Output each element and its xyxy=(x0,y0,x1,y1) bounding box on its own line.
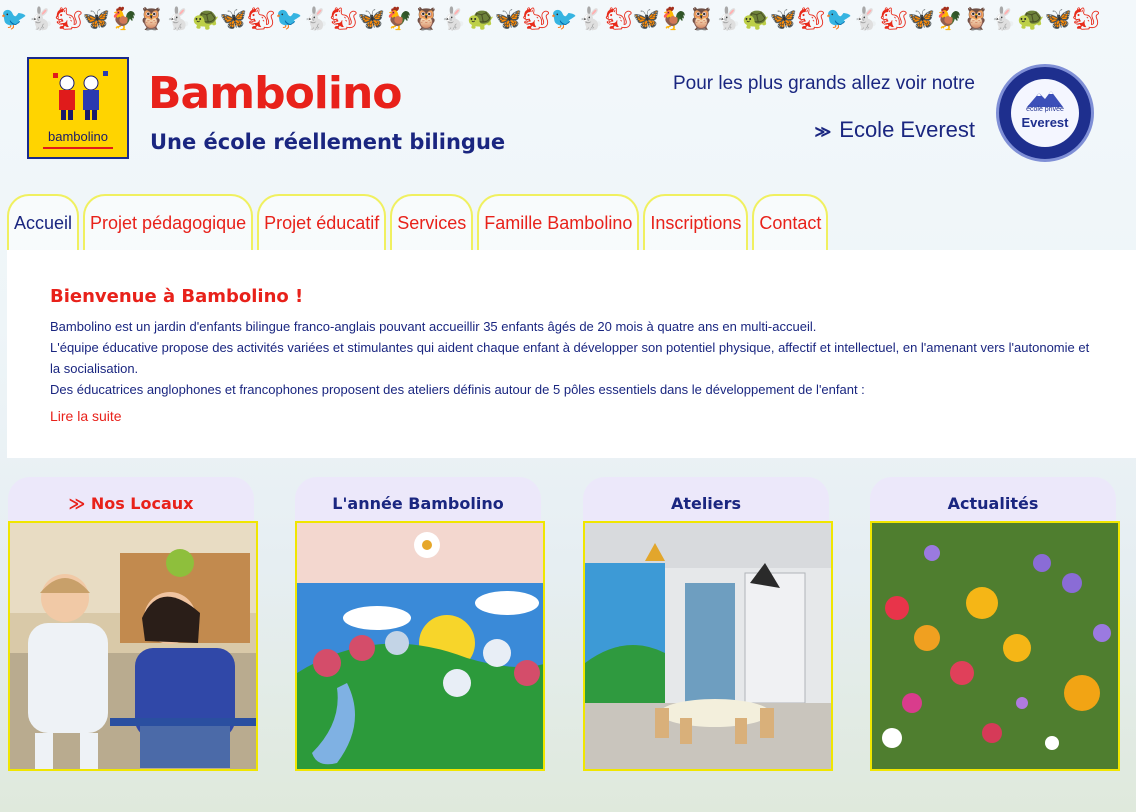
everest-promo-text: Pour les plus grands allez voir notre xyxy=(672,73,975,94)
tab-projet-educatif[interactable]: Projet éducatif xyxy=(257,194,386,250)
welcome-body xyxy=(50,316,1090,400)
card-title-actualites[interactable] xyxy=(870,477,1116,521)
mountain-icon xyxy=(1027,89,1063,107)
card-title-text: Actualités xyxy=(947,494,1039,513)
tab-inscriptions[interactable]: Inscriptions xyxy=(643,194,748,250)
main-nav xyxy=(7,192,828,250)
card-title-text: L'année Bambolino xyxy=(332,494,504,513)
painted-landscape-photo[interactable] xyxy=(295,521,545,771)
card-title-ateliers[interactable] xyxy=(583,477,829,521)
card-ateliers xyxy=(583,477,833,773)
children-photo[interactable] xyxy=(8,521,258,771)
logo-text: bambolino xyxy=(48,129,108,144)
site-title: Bambolino xyxy=(148,68,402,119)
everest-link[interactable] xyxy=(815,117,975,143)
logo-underline xyxy=(43,147,113,149)
animal-ribbon xyxy=(0,6,1136,40)
tab-services[interactable]: Services xyxy=(390,194,473,250)
double-chevron-icon: ≫ xyxy=(814,124,832,141)
everest-logo-sub: école privée xyxy=(1026,106,1064,113)
card-nos-locaux xyxy=(8,477,258,773)
read-more-link[interactable]: Lire la suite xyxy=(50,408,122,424)
kids-logo-icon xyxy=(53,71,109,121)
card-title-annee-bambolino[interactable] xyxy=(295,477,541,521)
card-title-nos-locaux[interactable] xyxy=(8,477,254,521)
card-title-text: Nos Locaux xyxy=(90,494,194,513)
everest-link-label: Ecole Everest xyxy=(839,117,975,142)
everest-logo[interactable] xyxy=(996,64,1094,162)
everest-logo-word: Everest xyxy=(1021,115,1069,130)
card-annee-bambolino xyxy=(295,477,545,773)
welcome-title: Bienvenue à Bambolino ! xyxy=(50,286,304,307)
card-title-text: Ateliers xyxy=(670,494,742,513)
tab-projet-pedagogique[interactable]: Projet pédagogique xyxy=(83,194,253,250)
card-title-prefix: ≫ xyxy=(68,494,91,513)
site-tagline: Une école réellement bilingue xyxy=(150,130,506,154)
tab-accueil[interactable]: Accueil xyxy=(7,194,79,250)
welcome-paragraph: L'équipe éducative propose des activités variées et stimulantes qui aident chaque enfant à développer son potentiel physique, affectif et intellectuel, en l'amenant vers l'autonomie et la socialisation. xyxy=(50,340,1090,376)
ribbon-glyphs: 🐦🐇🐿🦋🐓🦉🐇🐢🦋🐿🐦🐇🐿🦋🐓🦉🐇🐢🦋🐿🐦🐇🐿🦋🐓🦉🐇🐢🦋🐿🐦🐇🐿🦋🐓🦉🐇🐢🦋🐿 xyxy=(0,6,1100,31)
classroom-photo[interactable] xyxy=(583,521,833,771)
tab-famille-bambolino[interactable]: Famille Bambolino xyxy=(477,194,639,250)
tab-contact[interactable]: Contact xyxy=(752,194,828,250)
welcome-panel xyxy=(7,250,1136,458)
welcome-paragraph: Des éducatrices anglophones et francophones proposent des ateliers définis autour de 5 pôles essentiels dans le développement de l'enfant : xyxy=(50,382,865,397)
flowers-photo[interactable] xyxy=(870,521,1120,771)
welcome-paragraph: Bambolino est un jardin d'enfants bilingue franco-anglais pouvant accueillir 35 enfants âgés de 20 mois à quatre ans en multi-accueil. xyxy=(50,319,817,334)
everest-logo-inner xyxy=(1011,79,1079,147)
card-actualites xyxy=(870,477,1120,773)
bambolino-logo[interactable] xyxy=(27,57,129,159)
